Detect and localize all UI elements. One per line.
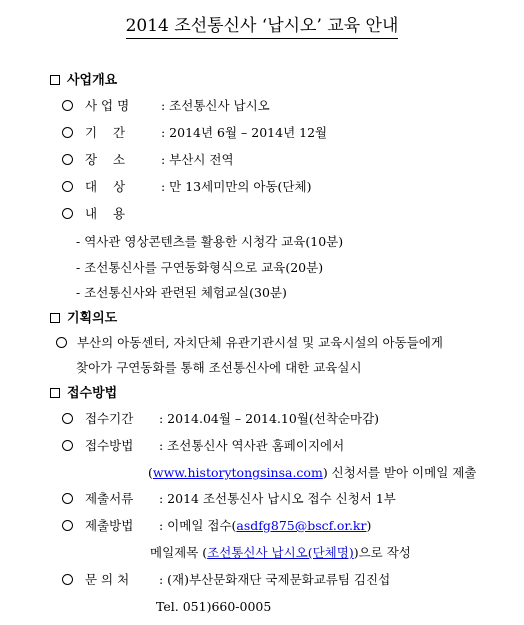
overview-row-place [62,151,234,169]
section-heading-label: 접수방법 [67,386,118,401]
page-title [0,17,524,35]
row-label: 제출서류 [84,491,134,506]
mail-subject-line [150,544,411,562]
title-underlined [126,16,399,39]
section-heading-overview [50,72,117,90]
circle-bullet-icon [62,127,73,138]
row-label: 내 용 [84,206,126,221]
circle-bullet-icon [62,574,73,585]
square-bullet-icon [50,388,60,398]
row-label: 접수기간 [84,411,134,426]
mail-subject-prefix: 메일제목 ( [150,545,208,560]
overview-row-name [62,97,270,115]
square-bullet-icon [50,313,60,323]
email-link[interactable]: asdfg875@bscf.or.kr [236,518,367,533]
row-label: 장 소 [84,152,126,167]
application-row-period [62,410,379,428]
row-value: : 이메일 접수( [158,518,237,533]
circle-bullet-icon [62,154,73,165]
paren-open: ( [148,465,153,480]
homepage-after-text: ) 신청서를 받아 이메일 제출 [322,465,477,480]
circle-bullet-icon [62,181,73,192]
title-rest: 교육 안내 [321,16,399,36]
purpose-text: 부산의 아동센터, 자치단체 유관기관시설 및 교육시설의 아동들에게 [76,335,443,350]
purpose-line-1 [56,334,443,352]
application-row-submit [62,517,371,535]
content-item: - 조선통신사와 관련된 체험교실(30분) [76,285,287,300]
row-value: : 2014년 6월 – 2014년 12월 [160,125,328,140]
row-value: : 만 13세미만의 아동(단체) [160,179,312,194]
row-value: : 조선통신사 납시오 [160,98,270,113]
circle-bullet-icon [62,100,73,111]
row-label: 문 의 처 [84,572,130,587]
row-value: : 부산시 전역 [160,152,234,167]
square-bullet-icon [50,75,60,85]
content-item: - 조선통신사를 구연동화형식으로 교육(20분) [76,260,324,275]
circle-bullet-icon [62,493,73,504]
circle-bullet-icon [62,208,73,219]
section-heading-label: 사업개요 [67,73,118,88]
mail-subject-format: 조선통신사 납시오(단체명) [207,545,354,560]
homepage-link[interactable]: www.historytongsinsa.com [152,465,323,480]
application-row-documents [62,490,396,508]
row-value: : 2014 조선통신사 납시오 접수 신청서 1부 [158,491,396,506]
section-heading-label: 기획의도 [67,311,118,326]
row-label: 제출방법 [84,518,134,533]
contact-tel: Tel. 051)660-0005 [156,599,272,614]
title-main: 2014 조선통신사 [125,16,262,36]
purpose-line-2: 찾아가 구연동화를 통해 조선통신사에 대한 교육실시 [76,360,362,375]
content-item: - 역사관 영상콘텐츠를 활용한 시청각 교육(10분) [76,234,344,249]
row-label: 기 간 [84,125,126,140]
overview-row-period [62,124,327,142]
circle-bullet-icon [56,337,67,348]
mail-subject-suffix: )으로 작성 [353,545,411,560]
overview-row-content [62,205,161,223]
section-heading-purpose [50,310,117,328]
title-quote: ‘납시오’ [261,16,322,36]
row-value: : (재)부산문화재단 국제문화교류팀 김진섭 [158,572,391,587]
row-value: : 조선통신사 역사관 홈페이지에서 [158,438,345,453]
row-value: : 2014.04월 – 2014.10월(선착순마감) [158,411,380,426]
row-label: 접수방법 [84,438,134,453]
overview-row-target [62,178,311,196]
row-label: 대 상 [84,179,126,194]
circle-bullet-icon [62,440,73,451]
homepage-line [148,464,476,482]
row-label: 사 업 명 [84,98,130,113]
application-row-contact [62,571,390,589]
section-heading-application [50,385,117,403]
application-row-method [62,437,344,455]
circle-bullet-icon [62,520,73,531]
paren-close: ) [366,518,372,533]
circle-bullet-icon [62,413,73,424]
